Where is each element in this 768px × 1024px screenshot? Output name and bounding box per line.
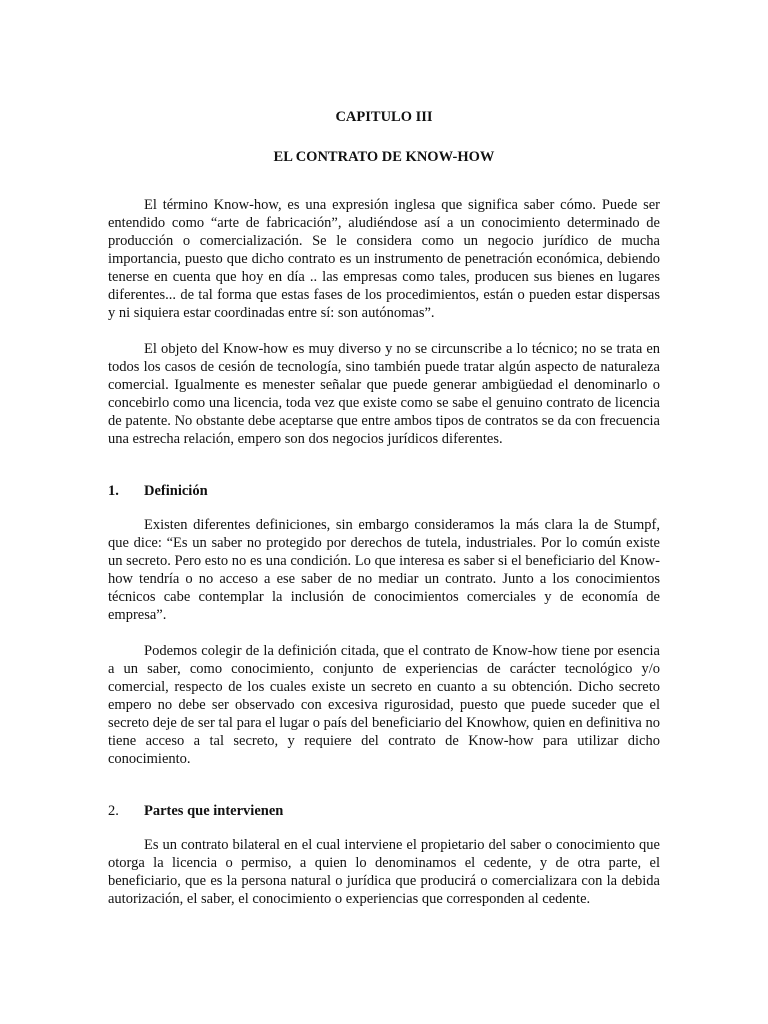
parties-paragraph-1: Es un contrato bilateral en el cual interviene el propietario del saber o conocimiento que otorga la licencia o permiso, a quien lo denominamos el cedente, y de otra parte, el beneficiario, que es la persona natural o jurídica que producirá o comercializara con la debida autorización, el saber, el conocimiento o experiencias que corresponden al cedente. (108, 837, 660, 907)
definition-paragraph-2: Podemos colegir de la definición citada, que el contrato de Know-how tiene por esencia a un saber, como conocimiento, conjunto de experiencias de carácter tecnológico y/o comercial, respecto de los cuales existe un secreto en cuanto a su obtención. Dicho secreto empero no debe ser observado con excesiva rigurosidad, puesto que puede suceder que el secreto deje de ser tal para el lugar o país del beneficiario del Knowhow, quien en definitiva no tiene acceso a tal secreto, y requiere del contrato de Know-how para utilizar dicho conocimiento. (108, 643, 660, 767)
section-number: 1. (108, 483, 119, 499)
section-number: 2. (108, 803, 119, 819)
section-title: Definición (144, 483, 208, 499)
definition-paragraph-1: Existen diferentes definiciones, sin embargo consideramos la más clara la de Stumpf, que dice: “Es un saber no protegido por derechos de tutela, industriales. Por lo común existe un secreto. Pero esto no es una condición. Lo que interesa es saber si el beneficiario del Know-how tendría o no acceso a ese saber de no mediar un contrato. Junto a los conocimientos técnicos cabe contemplar la inclusión de conocimientos comerciales y de economía de empresa”. (108, 517, 660, 623)
chapter-title: EL CONTRATO DE KNOW-HOW (273, 149, 495, 165)
intro-paragraph-1: El término Know-how, es una expresión inglesa que significa saber cómo. Puede ser entendido como “arte de fabricación”, aludiéndose así a un conocimiento determinado de producción o comercialización. Se le considera como un negocio jurídico de mucha importancia, puesto que dicho contrato es un instrumento de penetración económica, debiendo tenerse en cuenta que hoy en día .. las empresas como tales, producen sus bienes en lugares diferentes... de tal forma que estas fases de los procedimientos, están o pueden estar dispersas y ni siquiera estar coordinadas entre sí: son autónomas”. (108, 197, 660, 321)
section-title: Partes que intervienen (144, 803, 284, 819)
section-heading-partes (108, 802, 660, 820)
chapter-heading: CAPITULO III (335, 109, 433, 125)
intro-paragraph-2: El objeto del Know-how es muy diverso y no se circunscribe a lo técnico; no se trata en todos los casos de cesión de tecnología, sino también puede tratar algún aspecto de naturaleza comercial. Igualmente es menester señalar que puede generar ambigüedad el denominarlo o concebirlo como una licencia, toda vez que existe como se sabe el genuino contrato de licencia de patente. No obstante debe aceptarse que entre ambos tipos de contratos se da con frecuencia una estrecha relación, empero son dos negocios jurídicos diferentes. (108, 341, 660, 447)
section-heading-definicion (108, 482, 660, 500)
